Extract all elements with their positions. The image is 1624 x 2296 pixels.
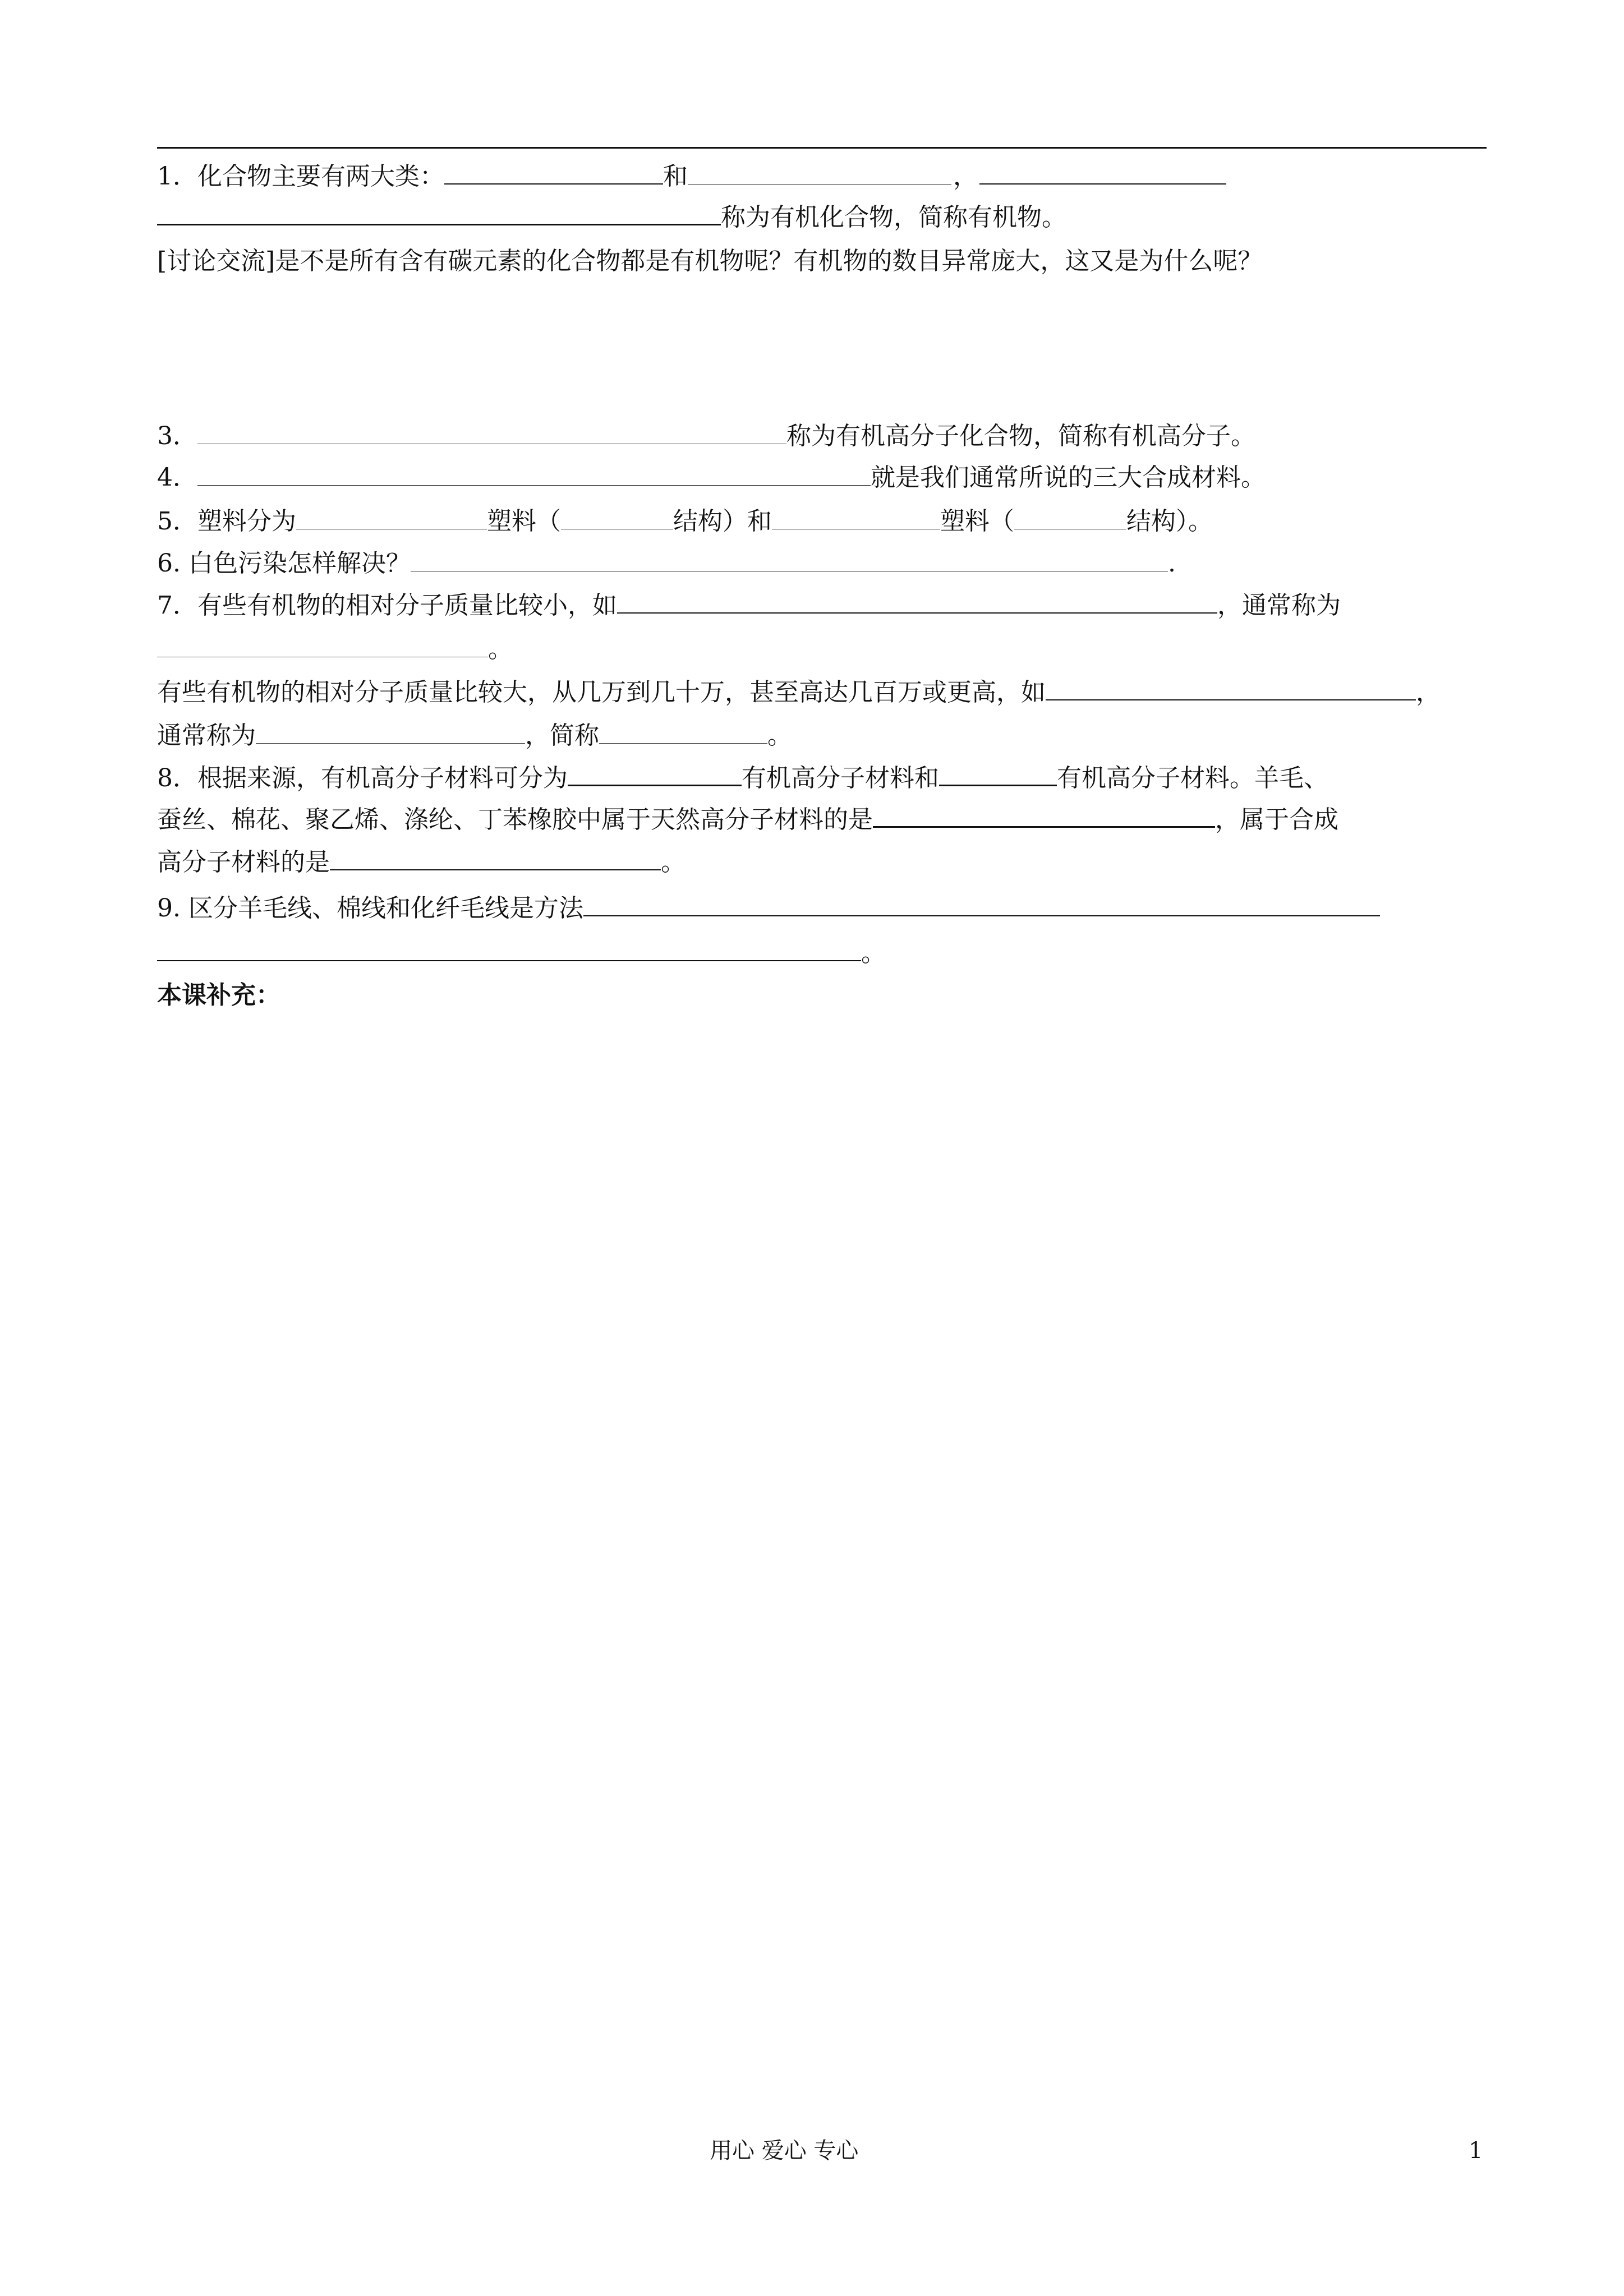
question-1-text: 化合物主要有两大类： xyxy=(197,162,444,191)
answer-blank-1d[interactable] xyxy=(157,201,721,225)
answer-blank-9a[interactable] xyxy=(583,893,1380,916)
question-4-number: 4． xyxy=(157,463,197,492)
question-7-line-4 xyxy=(157,719,792,753)
question-1-line-2 xyxy=(157,201,1066,234)
answer-blank-7c[interactable] xyxy=(1046,677,1416,700)
question-6-text: 白色污染怎样解决？ xyxy=(188,549,411,578)
question-8-text-b: 有机高分子材料和 xyxy=(742,764,939,792)
question-1-comma: ， xyxy=(953,162,978,191)
answer-blank-1b[interactable] xyxy=(688,162,951,185)
page-number: 1 xyxy=(1469,2138,1483,2164)
question-6 xyxy=(157,547,1176,580)
supplement-heading: 本课补充： xyxy=(157,981,280,1009)
answer-blank-8a[interactable] xyxy=(568,762,742,786)
question-7-text-b: ，通常称为 xyxy=(1217,591,1341,620)
question-3-number: 3． xyxy=(157,422,197,450)
question-5-text-a: 塑料分为 xyxy=(197,507,296,536)
question-4 xyxy=(157,461,1266,495)
question-5-text-e: 结构）。 xyxy=(1126,507,1213,536)
answer-blank-8b[interactable] xyxy=(939,762,1057,786)
question-7-text-a: 有些有机物的相对分子质量比较小，如 xyxy=(197,591,617,620)
header-rule xyxy=(157,147,1487,149)
question-7-text-d: 有些有机物的相对分子质量比较大，从几万到几十万，甚至高达几百万或更高，如 xyxy=(157,678,1046,707)
question-7-number: 7． xyxy=(157,591,197,620)
discussion-prompt: [讨论交流]是不是所有含有碳元素的化合物都是有机物呢？有机物的数目异常庞大，这又是为什么呢？ xyxy=(157,247,1263,275)
question-9-text: 区分羊毛线、棉线和化纤毛线是方法 xyxy=(188,894,583,923)
question-7-line-3 xyxy=(157,676,1441,709)
question-5 xyxy=(157,505,1213,538)
answer-blank-5c[interactable] xyxy=(772,506,940,529)
question-8-text-c: 有机高分子材料。羊毛、 xyxy=(1057,764,1328,792)
question-8-text-g: 。 xyxy=(661,848,686,877)
question-1-definition: 称为有机化合物，简称有机物。 xyxy=(721,203,1066,232)
answer-blank-8d[interactable] xyxy=(330,847,661,870)
footer-motto: 用心 爱心 专心 xyxy=(710,2138,859,2164)
question-3 xyxy=(157,419,1255,453)
question-8-text-d: 蚕丝、棉花、聚乙烯、涤纶、丁苯橡胶中属于天然高分子材料的是 xyxy=(157,805,873,834)
question-8-text-e: ，属于合成 xyxy=(1215,805,1338,834)
question-8-line-1 xyxy=(157,762,1328,795)
question-1-line-1 xyxy=(157,160,1226,193)
question-5-number: 5． xyxy=(157,507,197,536)
question-3-text: 称为有机高分子化合物，简称有机高分子。 xyxy=(786,422,1255,450)
question-7-text-f: 通常称为 xyxy=(157,721,256,750)
answer-blank-7a[interactable] xyxy=(617,590,1217,614)
question-4-text: 就是我们通常所说的三大合成材料。 xyxy=(871,463,1266,492)
answer-blank-7d[interactable] xyxy=(256,721,525,744)
question-9-end: 。 xyxy=(861,939,886,967)
answer-blank-9b[interactable] xyxy=(157,938,861,961)
question-5-text-d: 塑料（ xyxy=(940,507,1014,536)
answer-blank-4[interactable] xyxy=(197,463,871,486)
question-7-text-c: 。 xyxy=(488,635,513,663)
question-6-number: 6. xyxy=(157,549,181,578)
answer-blank-3[interactable] xyxy=(197,421,786,444)
question-8-number: 8． xyxy=(157,764,197,792)
question-9-line-1 xyxy=(157,892,1380,925)
answer-blank-5b[interactable] xyxy=(561,506,673,529)
question-9-number: 9. xyxy=(157,894,181,923)
question-7-line-2 xyxy=(157,633,513,666)
question-8-line-3 xyxy=(157,846,686,879)
question-8-text-a: 根据来源，有机高分子材料可分为 xyxy=(197,764,568,792)
answer-blank-7e[interactable] xyxy=(599,721,767,744)
answer-blank-7b[interactable] xyxy=(157,634,488,657)
question-7-line-1 xyxy=(157,589,1341,623)
question-7-text-e: ， xyxy=(1416,678,1441,707)
question-8-line-2 xyxy=(157,803,1338,837)
answer-blank-6[interactable] xyxy=(411,548,1168,571)
question-7-text-h: 。 xyxy=(767,721,792,750)
answer-blank-1a[interactable] xyxy=(444,161,663,185)
answer-blank-5a[interactable] xyxy=(296,506,487,529)
question-1-and: 和 xyxy=(663,162,688,191)
answer-blank-8c[interactable] xyxy=(873,804,1215,828)
question-7-text-g: ，简称 xyxy=(525,721,599,750)
question-9-line-2 xyxy=(157,937,886,970)
answer-blank-1c[interactable] xyxy=(979,161,1226,185)
question-5-text-b: 塑料（ xyxy=(487,507,561,536)
answer-blank-5d[interactable] xyxy=(1014,506,1126,529)
question-8-text-f: 高分子材料的是 xyxy=(157,848,330,877)
question-6-end: . xyxy=(1167,549,1176,578)
question-1-number: 1． xyxy=(157,162,197,191)
question-5-text-c: 结构）和 xyxy=(673,507,772,536)
